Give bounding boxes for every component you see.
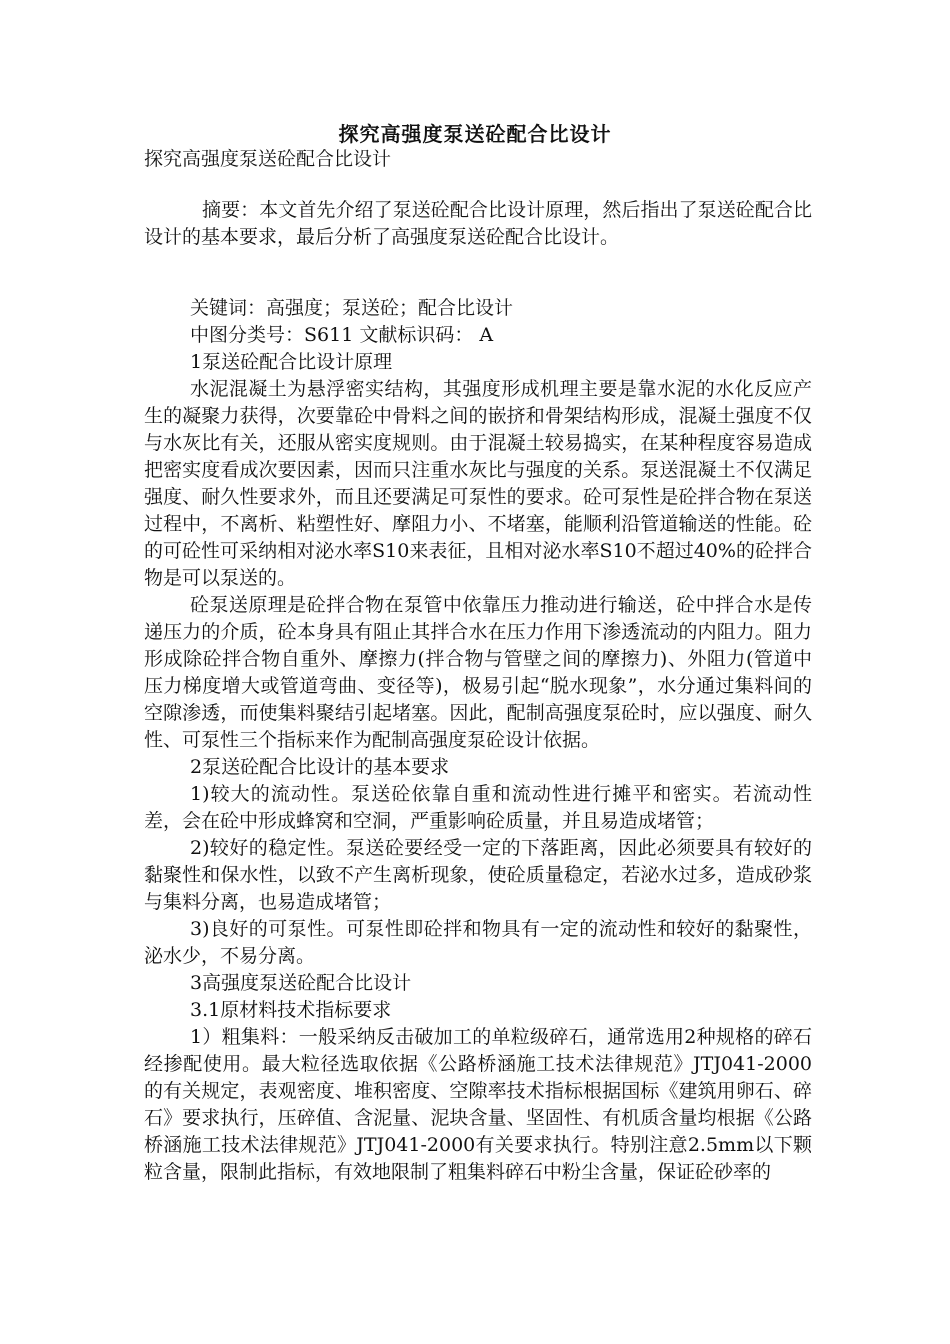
section-1-paragraph-1: 水泥混凝土为悬浮密实结构，其强度形成机理主要是靠水泥的水化反应产生的凝聚力获得，次要靠砼中骨料之间的嵌挤和骨架结构形成，混凝土强度不仅与水灰比有关，还服从密实度规则。由于混凝土较易捣实，在某种程度容易造成把密实度看成次要因素，因而只注重水灰比与强度的关系。泵送混凝土不仅满足强度、耐久性要求外，而且还要满足可泵性的要求。砼可泵性是砼拌合物在泵送过程中，不离析、粘塑性好、摩阻力小、不堵塞，能顺利沿管道输送的性能。砼的可砼性可采纳相对泌水率S10来表征，且相对泌水率S10不超过40%的砼拌合物是可以泵送的。 — [144, 378, 812, 589]
section-2-item-1: 1)较大的流动性。泵送砼依靠自重和流动性进行摊平和密实。若流动性差，会在砼中形成蜂窝和空洞，严重影响砼质量，并且易造成堵管； — [144, 783, 812, 832]
document-title: 探究高强度泵送砼配合比设计 — [338, 122, 612, 146]
document-subtitle: 探究高强度泵送砼配合比设计 — [144, 148, 392, 170]
section-1-paragraph-2: 砼泵送原理是砼拌合物在泵管中依靠压力推动进行输送，砼中拌合水是传递压力的介质，砼本身具有阻止其拌合水在压力作用下渗透流动的内阻力。阻力形成除砼拌合物自重外、摩擦力(拌合物与管壁之间的摩擦力)、外阻力(管道中压力梯度增大或管道弯曲、变径等)，极易引起“脱水现象”，水分通过集料间的空隙渗透，而使集料聚结引起堵塞。因此，配制高强度泵砼时，应以强度、耐久性、可泵性三个指标来作为配制高强度泵砼设计依据。 — [144, 594, 812, 751]
section-2-item-2: 2)较好的稳定性。泵送砼要经受一定的下落距离，因此必须要具有较好的黏聚性和保水性，以致不产生离析现象，使砼质量稳定，若泌水过多，造成砂浆与集料分离，也易造成堵管； — [144, 837, 812, 913]
section-2-item-3: 3)良好的可泵性。可泵性即砼拌和物具有一定的流动性和较好的黏聚性，泌水少，不易分离。 — [144, 918, 812, 967]
spacer — [144, 251, 812, 295]
document-body — [144, 146, 812, 1186]
keywords-line: 关键词：高强度；泵送砼；配合比设计 — [190, 297, 514, 319]
abstract-paragraph: 摘要：本文首先介绍了泵送砼配合比设计原理，然后指出了泵送砼配合比设计的基本要求，最后分析了高强度泵送砼配合比设计。 — [144, 199, 812, 248]
section-1-heading: 1泵送砼配合比设计原理 — [190, 351, 393, 373]
classification-line: 中图分类号：S611 文献标识码： A — [190, 324, 494, 346]
section-3-heading: 3高强度泵送砼配合比设计 — [190, 972, 412, 994]
section-2-heading: 2泵送砼配合比设计的基本要求 — [190, 756, 450, 778]
spacer — [144, 173, 812, 197]
section-3-1-paragraph: 1）粗集料：一般采纳反击破加工的单粒级碎石，通常选用2种规格的碎石经掺配使用。最大粒径选取依据《公路桥涵施工技术法律规范》JTJ041-2000的有关规定，表观密度、堆积密度、空隙率技术指标根据国标《建筑用卵石、碎石》要求执行，压碎值、含泥量、泥块含量、坚固性、有机质含量均根据《公路桥涵施工技术法律规范》JTJ041-2000有关要求执行。特别注意2.5mm以下颗粒含量，限制此指标，有效地限制了粗集料碎石中粉尘含量，保证砼砂率的 — [144, 1026, 812, 1183]
section-3-1-heading: 3.1原材料技术指标要求 — [190, 999, 392, 1021]
